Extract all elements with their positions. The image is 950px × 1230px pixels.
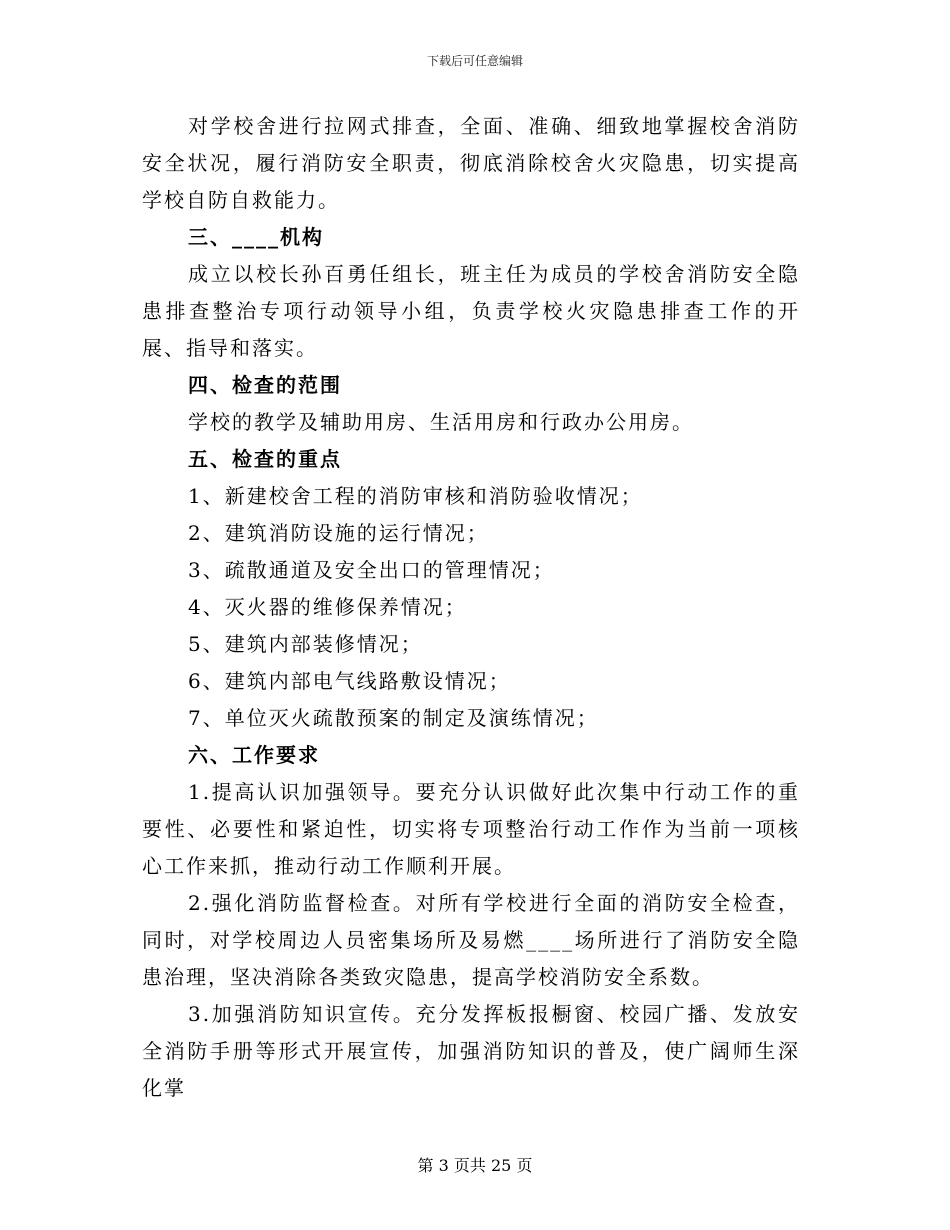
section-heading-organization: 三、____机构 — [188, 225, 324, 249]
list-item: 5、建筑内部装修情况； — [188, 632, 423, 656]
list-item: 7、单位灭火疏散预案的制定及演练情况； — [188, 706, 599, 730]
paragraph-requirement-3: 3.加强消防知识宣传。充分发挥板报橱窗、校园广播、发放安全消防手册等形式开展宣传，加强消防知识的普及，使广阔师生深化掌 — [142, 1002, 800, 1100]
page-number-footer: 第 3 页共 25 页 — [417, 1156, 533, 1175]
paragraph-purpose: 对学校舍进行拉网式排查，全面、准确、细致地掌握校舍消防安全状况，履行消防安全职责，彻底消除校舍火灾隐患，切实提高学校自防自救能力。 — [142, 114, 800, 212]
paragraph-scope: 学校的教学及辅助用房、生活用房和行政办公用房。 — [188, 410, 694, 434]
section-heading-scope: 四、检查的范围 — [188, 373, 342, 397]
paragraph-requirement-2: 2.强化消防监督检查。对所有学校进行全面的消防安全检查，同时，对学校周边人员密集场所及易燃____场所进行了消防安全隐患治理，坚决消除各类致灾隐患，提高学校消防安全系数。 — [142, 891, 800, 989]
list-item: 3、疏散通道及安全出口的管理情况； — [188, 558, 555, 582]
paragraph-organization: 成立以校长孙百勇任组长，班主任为成员的学校舍消防安全隐患排查整治专项行动领导小组，负责学校火灾隐患排查工作的开展、指导和落实。 — [142, 262, 800, 360]
document-body — [142, 108, 800, 1107]
list-item: 2、建筑消防设施的运行情况； — [188, 521, 489, 545]
list-item: 6、建筑内部电气线路敷设情况； — [188, 669, 511, 693]
section-heading-requirements: 六、工作要求 — [188, 743, 320, 767]
section-heading-focus: 五、检查的重点 — [188, 447, 342, 471]
list-item: 1、新建校舍工程的消防审核和消防验收情况； — [188, 484, 643, 508]
list-item: 4、灭火器的维修保养情况； — [188, 595, 467, 619]
paragraph-requirement-1: 1.提高认识加强领导。要充分认识做好此次集中行动工作的重要性、必要性和紧迫性，切实将专项整治行动工作作为当前一项核心工作来抓，推动行动工作顺利开展。 — [142, 780, 800, 878]
page-header-note: 下载后可任意编辑 — [426, 54, 523, 68]
